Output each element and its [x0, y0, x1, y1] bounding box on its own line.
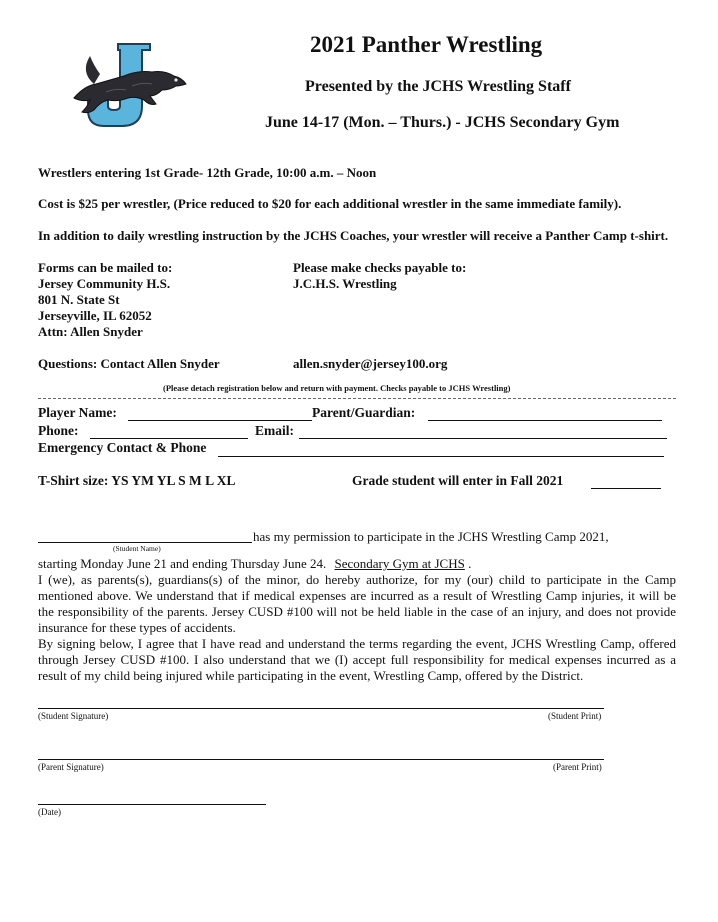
student-name-label: (Student Name): [113, 544, 161, 553]
checks-heading: Please make checks payable to:: [293, 260, 467, 275]
emergency-contact-input[interactable]: [218, 456, 664, 457]
questions-contact: Questions: Contact Allen Snyder: [38, 356, 220, 371]
permission-text: has my permission to participate in the JCHS Wrestling Camp 2021,: [253, 529, 609, 544]
parent-signature-line[interactable]: [38, 759, 604, 760]
contact-email[interactable]: allen.snyder@jersey100.org: [293, 356, 448, 371]
student-signature-line[interactable]: [38, 708, 604, 709]
emergency-contact-label: Emergency Contact & Phone: [38, 440, 207, 455]
detach-note: (Please detach registration below and return with payment. Checks payable to JCHS Wrestling): [163, 383, 511, 393]
parent-signature-label: (Parent Signature): [38, 762, 104, 772]
location-end: .: [464, 556, 472, 571]
page-title: 2021 Panther Wrestling: [310, 32, 543, 57]
starting-text: starting Monday June 21 and ending Thursday June 24.: [38, 556, 327, 571]
camp-dates-line: [38, 556, 471, 572]
player-name-input[interactable]: [128, 420, 312, 421]
email-label: Email:: [255, 423, 294, 438]
waiver-paragraph-1: I (we), as parents(s), guardians(s) of the minor, do hereby authorize, for my (our) child to participate in the Camp mentioned above. We understand that if medical expenses are incurred as a result of Wrestling Camp injuries, it will be the responsibility of the parents. Jersey CUSD #100 will not be held liable in the case of an injury, and does not provide insurance for these types of accidents.: [38, 572, 676, 635]
checks-payee: J.C.H.S. Wrestling: [293, 276, 397, 291]
mailing-line: Jerseyville, IL 62052: [38, 308, 152, 323]
mailing-line: 801 N. State St: [38, 292, 120, 307]
grade-input[interactable]: [591, 488, 661, 489]
waiver-paragraph-2: By signing below, I agree that I have read and understand the terms regarding the event, JCHS Wrestling Camp, offered through Jersey CUSD #100. I also understand that we (I) accept full responsibility for medical expenses incurred as a result of my child being injured while participating in the event, Wrestling Camp, offered by the District.: [38, 636, 676, 683]
player-name-label: Player Name:: [38, 405, 117, 420]
student-signature-label: (Student Signature): [38, 711, 109, 721]
phone-label: Phone:: [38, 423, 79, 438]
camp-dates: June 14-17 (Mon. – Thurs.) - JCHS Secondary Gym: [265, 114, 620, 131]
panther-j-logo-icon: [66, 40, 192, 130]
date-line[interactable]: [38, 804, 266, 805]
parent-guardian-input[interactable]: [428, 420, 662, 421]
phone-input[interactable]: [90, 438, 248, 439]
location-text: Secondary Gym at JCHS: [334, 556, 465, 571]
tshirt-note: In addition to daily wrestling instruction by the JCHS Coaches, your wrestler will receive a Panther Camp t-shirt.: [38, 228, 669, 243]
parent-print-label: (Parent Print): [553, 762, 602, 772]
mailing-line: Jersey Community H.S.: [38, 276, 171, 291]
parent-guardian-label: Parent/Guardian:: [312, 405, 416, 420]
detach-line: [38, 398, 676, 399]
student-name-input[interactable]: [38, 542, 252, 543]
cost-info: Cost is $25 per wrestler, (Price reduced to $20 for each additional wrestler in the same immediate family).: [38, 196, 622, 211]
student-print-label: (Student Print): [548, 711, 602, 721]
date-label: (Date): [38, 807, 61, 817]
grade-label: Grade student will enter in Fall 2021: [352, 473, 564, 488]
email-input[interactable]: [299, 438, 667, 439]
presented-by: Presented by the JCHS Wrestling Staff: [305, 78, 571, 95]
grades-time: Wrestlers entering 1st Grade- 12th Grade, 10:00 a.m. – Noon: [38, 165, 377, 180]
mailing-line: Attn: Allen Snyder: [38, 324, 143, 339]
mailing-heading: Forms can be mailed to:: [38, 260, 173, 275]
tshirt-size-options[interactable]: T-Shirt size: YS YM YL S M L XL: [38, 473, 236, 488]
